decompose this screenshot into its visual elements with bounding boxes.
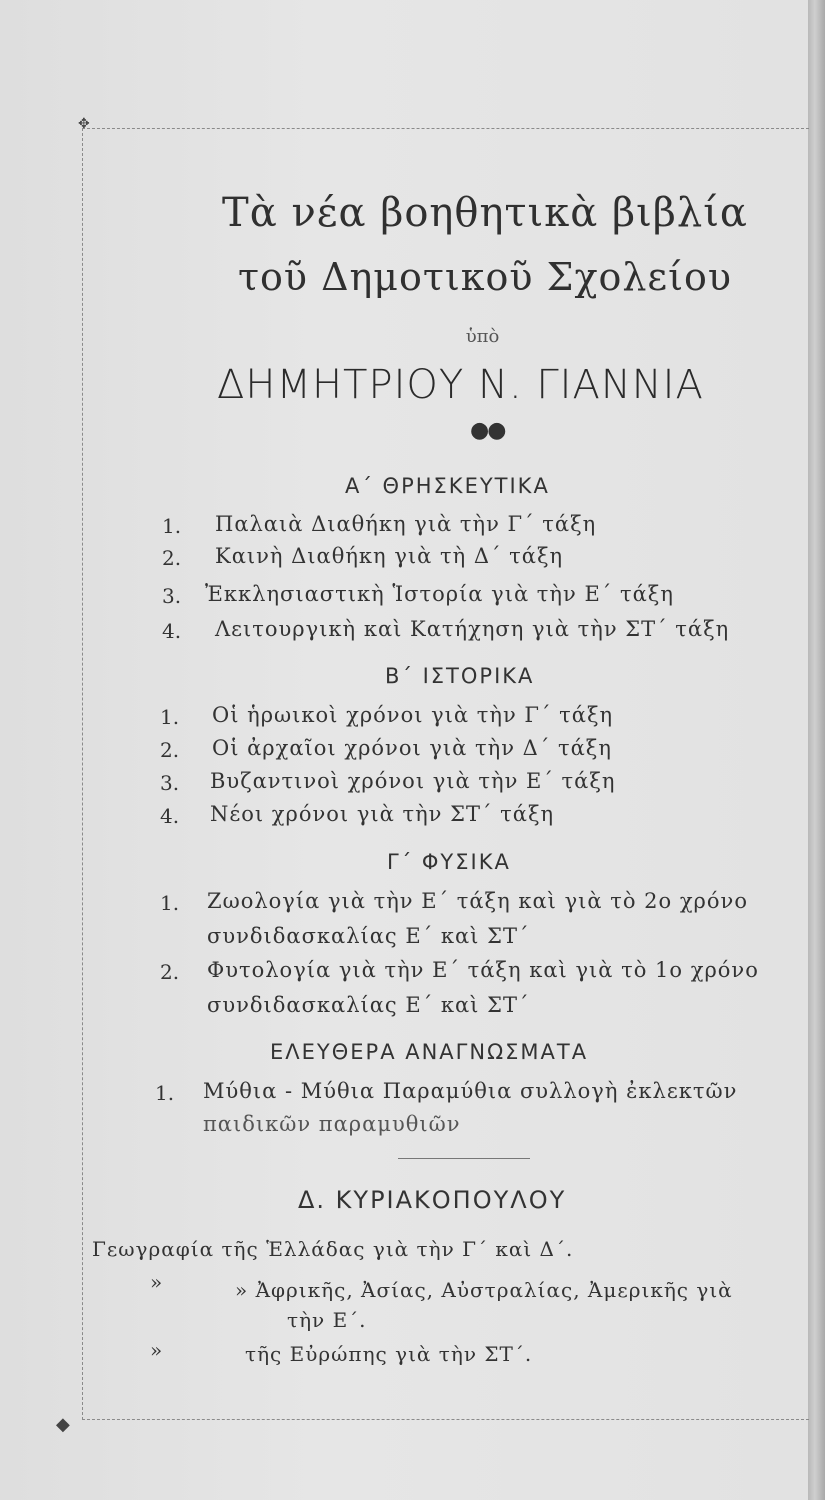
item-number: 3.: [160, 771, 180, 795]
geography-line-1: Γεωγραφία τῆς Ἑλλάδας γιὰ τὴν Γ΄ καὶ Δ΄.: [92, 1237, 574, 1261]
list-item-continuation: συνδιδασκαλίας Ε΄ καὶ ΣΤ΄: [207, 924, 530, 948]
item-number: 2.: [160, 738, 180, 762]
list-item: Ἐκκλησιαστικὴ Ἱστορία γιὰ τὴν Ε΄ τάξη: [205, 582, 674, 606]
item-number: 1.: [162, 514, 182, 538]
item-number: 4.: [160, 804, 180, 828]
ornament-dots: ●●: [470, 418, 505, 443]
geography-line-2-continuation: τὴν Ε΄.: [287, 1308, 367, 1332]
list-item: Οἱ ἀρχαῖοι χρόνοι γιὰ τὴν Δ΄ τάξη: [212, 736, 612, 760]
list-item: Φυτολογία γιὰ τὴν Ε΄ τάξη καὶ γιὰ τὸ 1ο χρόνο: [207, 958, 759, 982]
list-item: Νέοι χρόνοι γιὰ τὴν ΣΤ΄ τάξη: [210, 802, 555, 826]
title-line-2: τοῦ Δημοτικοῦ Σχολείου: [237, 255, 732, 299]
item-number: 3.: [162, 584, 182, 608]
list-item: Παλαιὰ Διαθήκη γιὰ τὴν Γ΄ τάξη: [215, 512, 597, 536]
author-name-2: Δ. ΚΥΡΙΑΚΟΠΟΥΛΟΥ: [298, 1186, 567, 1214]
item-number: 2.: [162, 546, 182, 570]
item-number: 1.: [160, 705, 180, 729]
title-line-1: Τὰ νέα βοηθητικὰ βιβλία: [222, 190, 748, 236]
section-heading-religion: Α΄ ΘΡΗΣΚΕΥΤΙΚΑ: [345, 474, 550, 498]
list-item: Καινὴ Διαθήκη γιὰ τὴ Δ΄ τάξη: [215, 544, 564, 568]
list-item: Οἱ ἡρωικοὶ χρόνοι γιὰ τὴν Γ΄ τάξη: [212, 703, 614, 727]
geography-line-2: » Ἀφρικῆς, Ἀσίας, Αὐστραλίας, Ἀμερικῆς γιὰ: [235, 1278, 733, 1302]
corner-ornament-icon: ✥: [78, 116, 90, 132]
item-number: 1.: [160, 891, 180, 915]
ditto-mark: »: [150, 1338, 164, 1362]
section-heading-physics: Γ΄ ΦΥΣΙΚΑ: [387, 850, 511, 874]
list-item-continuation: παιδικῶν παραμυθιῶν: [203, 1112, 461, 1136]
divider: [398, 1158, 530, 1159]
item-number: 4.: [162, 619, 182, 643]
author-name: ΔΗΜΗΤΡΙΟΥ Ν. ΓΙΑΝΝΙΑ: [217, 362, 704, 408]
ditto-mark: »: [150, 1270, 164, 1294]
section-heading-readings: ΕΛΕΥΘΕΡΑ ΑΝΑΓΝΩΣΜΑΤΑ: [270, 1040, 589, 1064]
list-item: Μύθια - Μύθια Παραμύθια συλλογὴ ἐκλεκτῶν: [203, 1079, 738, 1103]
list-item: Βυζαντινοὶ χρόνοι γιὰ τὴν Ε΄ τάξη: [210, 769, 616, 793]
geography-line-3: τῆς Εὐρώπης γιὰ τὴν ΣΤ΄.: [245, 1342, 533, 1366]
list-item: Λειτουργικὴ καὶ Κατήχηση γιὰ τὴν ΣΤ΄ τάξη: [215, 617, 730, 641]
list-item-continuation: συνδιδασκαλίας Ε΄ καὶ ΣΤ΄: [207, 993, 530, 1017]
item-number: 2.: [160, 960, 180, 984]
list-item: Ζωολογία γιὰ τὴν Ε΄ τάξη καὶ γιὰ τὸ 2ο χρόνο: [207, 889, 748, 913]
by-label: ὑπὸ: [465, 326, 500, 347]
corner-ornament-icon: ◆: [56, 1414, 70, 1435]
item-number: 1.: [155, 1081, 175, 1105]
section-heading-history: Β΄ ΙΣΤΟΡΙΚΑ: [385, 664, 535, 688]
